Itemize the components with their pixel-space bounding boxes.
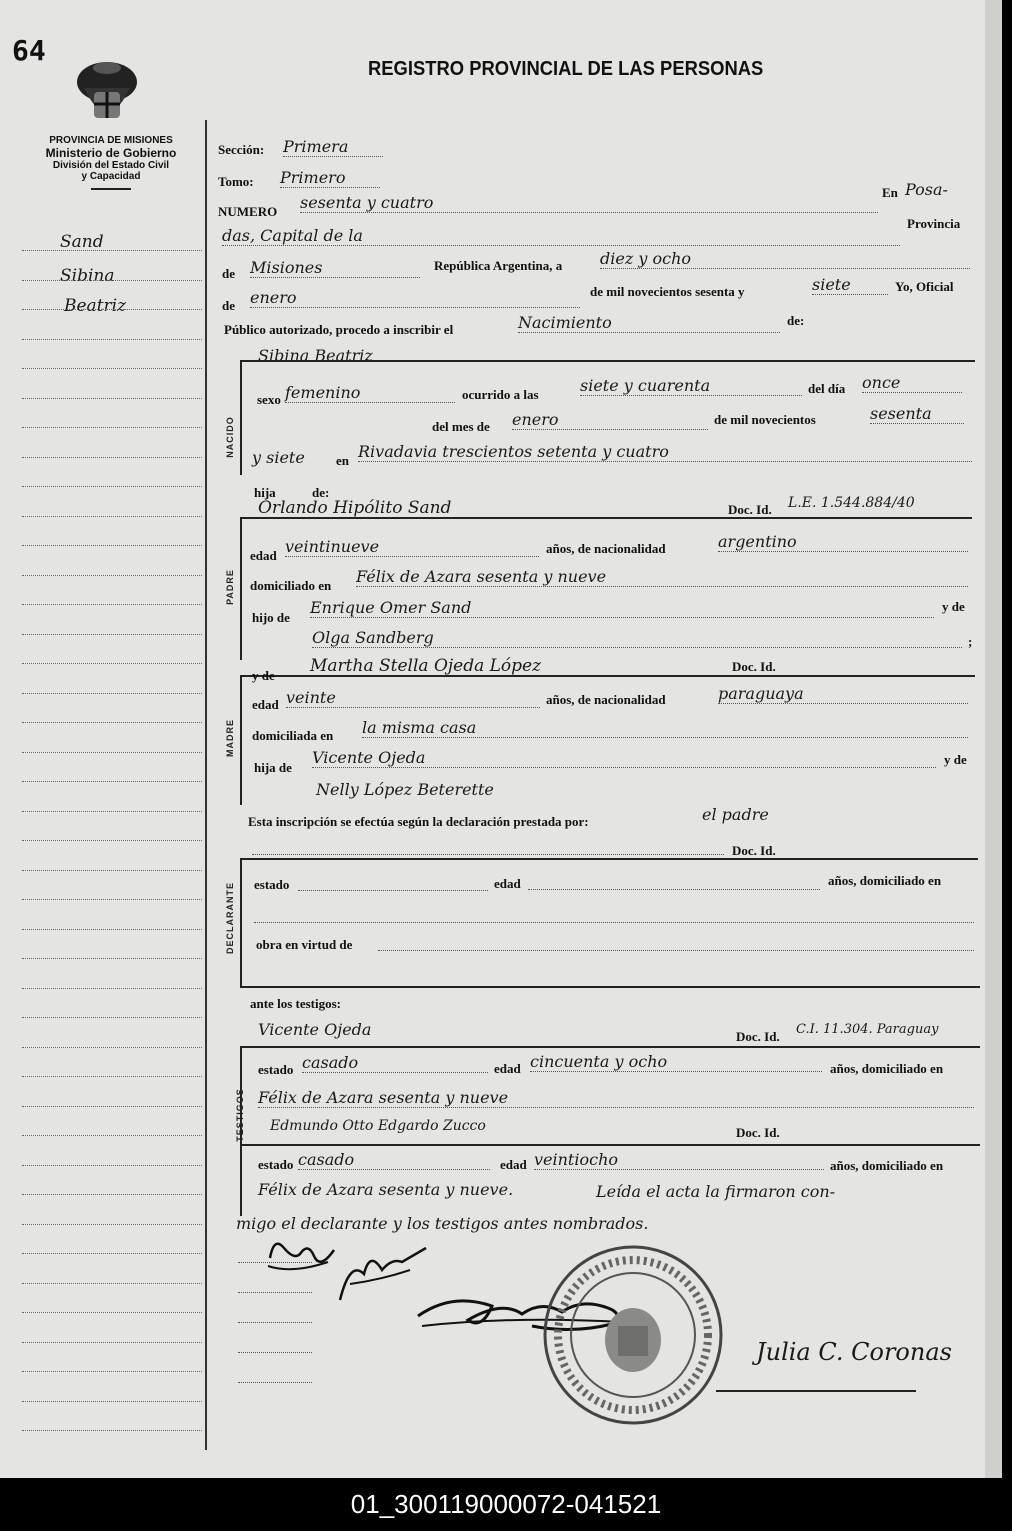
padre-dom-label: domiciliado en <box>250 578 332 593</box>
declarante-bottom-rule <box>240 986 980 988</box>
document-title: REGISTRO PROVINCIAL DE LAS PERSONAS <box>368 58 764 80</box>
madre-side-label: MADRE <box>225 719 235 757</box>
madre-yde2-label: y de <box>944 752 967 767</box>
oficial-label: Yo, Oficial <box>895 279 954 294</box>
dia-value: diez y ocho <box>600 249 970 269</box>
madre-dom-label: domiciliada en <box>252 728 334 743</box>
margin-rule-line <box>22 663 202 664</box>
anio-value: siete <box>812 275 888 295</box>
margin-rule-line <box>22 840 202 841</box>
margin-firstname: Sibina <box>60 266 115 286</box>
madre-hija-label: hija de <box>254 760 292 775</box>
mes-value: enero <box>250 288 580 308</box>
testigos-side-label: TESTIGOS <box>235 1088 245 1142</box>
nacido-bracket <box>240 360 242 475</box>
margin-rule-line <box>22 1017 202 1018</box>
de-label: de <box>222 266 235 281</box>
declarante-intro-label: Esta inscripción se efectúa según la declaración prestada por: <box>248 814 589 829</box>
sexo-value: femenino <box>285 383 455 403</box>
tomo-value: Primero <box>280 168 380 188</box>
margin-rule-line <box>22 516 202 517</box>
en-label: En <box>882 185 898 200</box>
margin-rule-line <box>22 604 202 605</box>
madre-edad-label: edad <box>252 697 279 712</box>
declarante-side-label: DECLARANTE <box>225 882 235 954</box>
madre-dom-value: la misma casa <box>362 718 968 738</box>
publico-label: Público autorizado, procedo a inscribir el <box>224 322 454 337</box>
scan-footer-code: 01_300119000072-041521 <box>0 1478 1012 1531</box>
declarante-estado-line <box>298 890 488 891</box>
ciudad-value: das, Capital de la <box>222 226 900 246</box>
margin-rule-line <box>22 1371 202 1372</box>
madre-yde-label: y de <box>252 668 275 683</box>
del-dia-label: del día <box>808 381 846 396</box>
provincia-value: Misiones <box>250 258 420 278</box>
margin-rule-line <box>22 811 202 812</box>
padre-doc-label: Doc. Id. <box>728 502 772 517</box>
margin-rule-line <box>22 486 202 487</box>
oficial-signature-line <box>716 1390 916 1392</box>
margin-rule-line <box>22 1283 202 1284</box>
testigo1-estado-value: casado <box>302 1053 488 1073</box>
testigo2-doc-label: Doc. Id. <box>736 1125 780 1140</box>
en-value: Posa- <box>905 180 948 199</box>
margin-rule-line <box>22 781 202 782</box>
margin-rule-line <box>22 309 202 310</box>
testigo1-dom-label: años, domiciliado en <box>830 1061 944 1076</box>
madre-nac-value: paraguaya <box>718 684 968 704</box>
cierre-text-2: migo el declarante y los testigos antes nombrados. <box>236 1214 649 1233</box>
margin-rule-line <box>22 722 202 723</box>
madre-madre-value: Nelly López Beterette <box>316 780 494 799</box>
testigo1-doc-value: C.I. 11.304. Paraguay <box>796 1022 939 1037</box>
padre-edad-label: edad <box>250 548 277 563</box>
page-number: 64 <box>12 34 46 67</box>
margin-rule-line <box>22 1430 202 1431</box>
testigo1-nombre-value: Vicente Ojeda <box>258 1020 372 1039</box>
margin-rule-line <box>22 634 202 635</box>
margin-rule-line <box>22 752 202 753</box>
padre-hijo-value: Enrique Omer Sand <box>310 598 934 618</box>
declarante-intro-value: el padre <box>702 805 769 824</box>
madre-doc-label: Doc. Id. <box>732 659 776 674</box>
madre-bracket <box>240 675 242 805</box>
margin-rule-line <box>22 1312 202 1313</box>
testigo2-rule <box>240 1144 980 1146</box>
testigo2-nombre-value: Edmundo Otto Edgardo Zucco <box>270 1118 486 1134</box>
testigo2-estado-value: casado <box>298 1150 490 1170</box>
seccion-label: Sección: <box>218 142 265 157</box>
hija-label: hija <box>254 485 276 500</box>
cierre-text: Leída el acta la firmaron con- <box>596 1182 836 1201</box>
margin-rule-line <box>22 1135 202 1136</box>
mil2-label: de mil novecientos <box>714 412 816 427</box>
padre-madre-value: Olga Sandberg <box>312 628 962 648</box>
republica-label: República Argentina, a <box>434 258 563 273</box>
testigo1-estado-label: estado <box>258 1062 294 1077</box>
mil-label: de mil novecientos sesenta y <box>590 284 745 299</box>
margin-rule-line <box>22 1253 202 1254</box>
declarante-dom-line <box>254 922 974 923</box>
declarante-edad-label: edad <box>494 876 521 891</box>
testigo1-doc-label: Doc. Id. <box>736 1029 780 1044</box>
provincial-crest-emblem <box>72 58 142 132</box>
declarante-bracket <box>240 858 242 986</box>
margin-rule-line <box>22 398 202 399</box>
madre-hija-value: Vicente Ojeda <box>312 748 936 768</box>
dia-nacimiento-value: once <box>862 373 962 393</box>
padre-bracket <box>240 517 242 660</box>
sexo-label: sexo <box>257 392 281 407</box>
margin-rule-line <box>22 1224 202 1225</box>
margin-rule-line <box>22 368 202 369</box>
declarante-obra-label: obra en virtud de <box>256 937 353 952</box>
declarante-edad-line <box>528 889 820 890</box>
lugar-en-label: en <box>336 453 349 468</box>
signature-oficial: Julia C. Coronas <box>756 1338 952 1366</box>
margin-divider <box>205 120 207 1450</box>
acto-value: Nacimiento <box>518 313 780 333</box>
issuer-ministry: Ministerio de Gobierno <box>45 146 177 160</box>
margin-rule-line <box>22 899 202 900</box>
margin-rule-line <box>22 693 202 694</box>
testigo2-dom-label: años, domiciliado en <box>830 1158 944 1173</box>
issuer-capacity: y Capacidad <box>81 171 141 182</box>
margin-rule-line <box>22 1194 202 1195</box>
nacido-top-rule <box>240 360 975 362</box>
madre-edad-value: veinte <box>286 688 540 708</box>
padre-side-label: PADRE <box>225 569 235 605</box>
anio-cont-value: y siete <box>252 448 305 467</box>
margin-rule-line <box>22 1047 202 1048</box>
declarante-top-rule <box>240 858 978 860</box>
declarante-estado-label: estado <box>254 877 290 892</box>
de2-label: de <box>222 298 235 313</box>
margin-surname: Sand <box>60 232 104 252</box>
testigo2-edad-label: edad <box>500 1157 527 1172</box>
testigo2-edad-value: veintiocho <box>534 1150 824 1170</box>
testigo2-estado-label: estado <box>258 1157 294 1172</box>
margin-rule-line <box>22 958 202 959</box>
margin-rule-line <box>22 427 202 428</box>
margin-rule-line <box>22 1076 202 1077</box>
anio-nacimiento-value: sesenta <box>870 404 964 424</box>
padre-hijo-label: hijo de <box>252 610 290 625</box>
declarante-obra-line <box>378 950 974 951</box>
margin-rule-line <box>22 1165 202 1166</box>
numero-value: sesenta y cuatro <box>300 193 878 213</box>
nacido-side-label: NACIDO <box>225 416 235 458</box>
lugar-value: Rivadavia trescientos setenta y cuatro <box>358 442 972 462</box>
nombre-value: Sibina Beatriz <box>258 346 373 365</box>
declarante-name-line <box>252 854 724 855</box>
margin-rule-line <box>22 929 202 930</box>
ocurrido-label: ocurrido a las <box>462 387 539 402</box>
de3-label: de: <box>787 313 805 328</box>
issuer-division: División del Estado Civil <box>52 160 170 171</box>
margin-middlename: Beatriz <box>64 296 127 316</box>
issuer-block <box>18 135 204 190</box>
madre-nac-label: años, de nacionalidad <box>546 692 666 707</box>
margin-rule-line <box>22 1401 202 1402</box>
margin-rule-line <box>22 870 202 871</box>
issuer-province: PROVINCIA DE MISIONES <box>49 135 173 146</box>
seccion-value: Primera <box>283 137 383 157</box>
testigo1-dom-value: Félix de Azara sesenta y nueve <box>258 1088 974 1108</box>
mes-nacimiento-value: enero <box>512 410 708 430</box>
padre-dom-value: Félix de Azara sesenta y nueve <box>356 567 968 587</box>
padre-nac-label: años, de nacionalidad <box>546 541 666 556</box>
hora-value: siete y cuarenta <box>580 376 802 396</box>
testigos-ante-label: ante los testigos: <box>250 996 341 1011</box>
official-seal-stamp <box>538 1240 728 1430</box>
page-edge <box>985 0 1002 1478</box>
margin-rule-line <box>22 1106 202 1107</box>
padre-doc-value: L.E. 1.544.884/40 <box>788 495 915 511</box>
margin-rule-line <box>22 1342 202 1343</box>
tomo-label: Tomo: <box>218 174 254 189</box>
numero-label: NUMERO <box>218 204 278 219</box>
margin-rule-line <box>22 280 202 281</box>
margin-rule-line <box>22 457 202 458</box>
padre-edad-value: veintinueve <box>285 537 539 557</box>
declarante-doc-label: Doc. Id. <box>732 843 776 858</box>
mes-label: del mes de <box>432 419 490 434</box>
provincia-label: Provincia <box>907 216 961 231</box>
testigo1-edad-value: cincuenta y ocho <box>530 1052 822 1072</box>
padre-yde-label: y de <box>942 599 965 614</box>
padre-nombre-value: Orlando Hipólito Sand <box>258 498 452 518</box>
margin-rule-line <box>22 988 202 989</box>
testigo1-edad-label: edad <box>494 1061 521 1076</box>
testigos-top-rule <box>240 1046 980 1048</box>
madre-nombre-value: Martha Stella Ojeda López <box>310 656 542 676</box>
margin-rule-line <box>22 339 202 340</box>
padre-semicolon: ; <box>968 634 973 649</box>
declarante-dom-label: años, domiciliado en <box>828 873 942 888</box>
padre-nac-value: argentino <box>718 532 968 552</box>
margin-rule-line <box>22 250 202 251</box>
margin-rule-line <box>22 545 202 546</box>
hija-de-label: de: <box>312 485 330 500</box>
testigo2-dom-value: Félix de Azara sesenta y nueve. <box>258 1180 514 1199</box>
margin-rule-line <box>22 575 202 576</box>
